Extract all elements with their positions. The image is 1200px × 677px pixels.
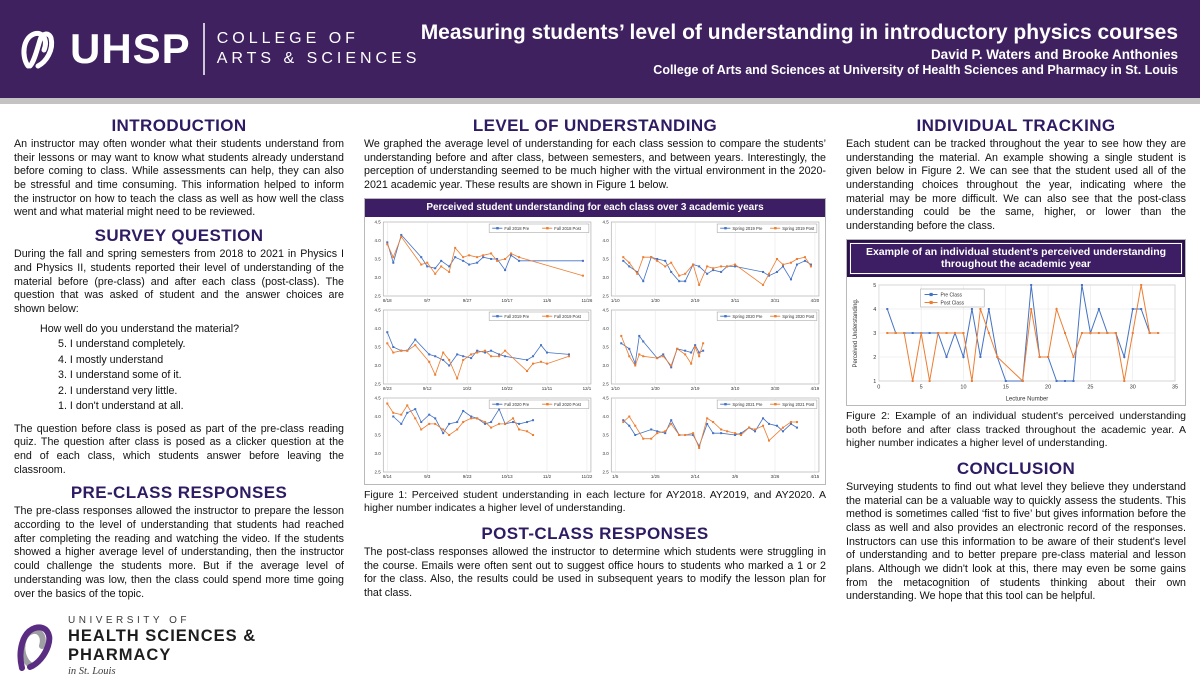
figure-1 [364,198,826,485]
postclass-text: The post-class responses allowed the instructor to determine which students were struggling in the course. Emails were often sent out to suggest office hours to students who marked a 1 or 2 for the class. Also, the results could be used in subsequent years to modify the lesson plan for that class. [364,546,826,600]
uhsp-logo-text: UHSP [70,25,191,72]
svg-text:9/7: 9/7 [424,297,431,303]
poster-affiliation: College of Arts and Sciences at University of Health Sciences and Pharmacy in St. Louis [653,63,1178,78]
svg-text:4.0: 4.0 [602,237,609,243]
footer-logo-line2: HEALTH SCIENCES & PHARMACY [68,627,257,665]
svg-text:1/30: 1/30 [650,385,660,391]
level-of-understanding-heading: LEVEL OF UNDERSTANDING [472,116,718,135]
college-line2: ARTS & SCIENCES [216,50,421,67]
svg-text:3/6: 3/6 [731,473,739,479]
chart-spring-2021 [595,395,823,483]
college-name [217,29,421,69]
svg-text:2/19: 2/19 [690,385,700,391]
svg-text:4/19: 4/19 [810,385,820,391]
survey-choice-1: 1. I don't understand at all. [58,400,184,413]
svg-text:Fall 2018 Pre: Fall 2018 Pre [504,225,530,231]
chart-individual-student [847,277,1185,405]
svg-text:2.5: 2.5 [602,469,609,475]
svg-text:Fall 2020 Pre: Fall 2020 Pre [504,401,530,407]
svg-text:4.5: 4.5 [374,395,381,401]
svg-text:2/14: 2/14 [690,473,700,479]
svg-text:10/2: 10/2 [462,385,472,391]
svg-text:1/10: 1/10 [610,385,620,391]
svg-text:12/1: 12/1 [582,385,592,391]
level-of-understanding-text: We graphed the average level of understanding for each class session to compare the students’ understanding before and after class, between semesters, and between years. Interestingly, the perception of understanding seemed to be much higher with the virtual environment in the 2020-2021 academic year. These results are shown in Figure 1 below. [364,138,826,192]
survey-choice-5: 5. I understand completely. [58,338,186,351]
svg-text:3.0: 3.0 [602,362,609,368]
svg-text:3.5: 3.5 [374,432,381,438]
svg-text:5: 5 [919,384,923,391]
svg-text:3/30: 3/30 [770,385,780,391]
footer-logo-line3: in St. Louis [68,666,116,677]
svg-text:4.5: 4.5 [602,395,609,401]
uhsp-footer-logo-icon [14,620,60,672]
svg-text:4/15: 4/15 [810,473,820,479]
svg-text:Spring 2021 Post: Spring 2021 Post [782,401,815,407]
svg-text:2.5: 2.5 [602,293,609,299]
college-line1: COLLEGE OF [216,30,359,47]
svg-text:Spring 2020 Pre: Spring 2020 Pre [732,313,763,319]
survey-choice-2: 2. I understand very little. [58,384,178,397]
chart-fall-2019 [367,307,595,395]
footer-logo-line1: UNIVERSITY OF [68,615,190,627]
svg-text:35: 35 [1172,384,1179,391]
svg-text:25: 25 [1087,384,1094,391]
svg-text:4.0: 4.0 [602,325,609,331]
svg-text:Fall 2019 Pre: Fall 2019 Pre [504,313,530,319]
svg-text:8/14: 8/14 [382,473,392,479]
svg-text:11/6: 11/6 [542,297,552,303]
poster-authors: David P. Waters and Brooke Anthonies [930,47,1178,63]
svg-text:15: 15 [1002,384,1009,391]
svg-text:10/13: 10/13 [501,473,513,479]
poster-body [0,104,1200,677]
svg-text:3/10: 3/10 [730,385,740,391]
figure-1-subplot-grid [365,217,825,484]
svg-text:3.5: 3.5 [602,256,609,262]
footer-logo [14,615,344,677]
svg-text:4/20: 4/20 [810,297,820,303]
survey-question-prompt: How well do you understand the material? [40,322,240,335]
conclusion-heading: CONCLUSION [956,458,1076,478]
survey-choice-4: 4. I mostly understand [58,353,164,366]
svg-text:4.5: 4.5 [374,219,381,225]
uhsp-logo-icon [18,28,64,70]
middle-column [364,110,826,677]
svg-text:2.5: 2.5 [374,381,381,387]
svg-text:Spring 2019 Pre: Spring 2019 Pre [732,225,763,231]
svg-text:4.0: 4.0 [602,413,609,419]
svg-text:9/27: 9/27 [462,297,472,303]
svg-text:3.0: 3.0 [374,362,381,368]
poster-header [0,0,1200,98]
survey-question-heading: SURVEY QUESTION [94,226,264,246]
svg-text:2: 2 [873,355,877,362]
svg-text:20: 20 [1045,384,1052,391]
chart-fall-2018 [367,219,595,307]
svg-text:4.5: 4.5 [602,219,609,225]
svg-text:9/12: 9/12 [422,385,432,391]
individual-tracking-heading: INDIVIDUAL TRACKING [916,116,1116,135]
svg-text:Fall 2019 Post: Fall 2019 Post [554,313,581,319]
postclass-heading: POST-CLASS RESPONSES [481,524,709,544]
preclass-text: The pre-class responses allowed the instructor to prepare the lesson according to the level of understanding that students had reached after completing the reading and watching the video. If the students showed a higher average level of understanding, then the instructor could challenge the students more. But if the average level of understanding was low, then the class could spend more time going over the basics of the topic. [14,505,344,600]
preclass-heading: PRE-CLASS RESPONSES [70,483,288,503]
introduction-heading: INTRODUCTION [111,116,247,135]
title-block [420,21,1182,77]
svg-text:2.5: 2.5 [602,381,609,387]
svg-text:3: 3 [873,331,877,338]
svg-text:Spring 2020 Post: Spring 2020 Post [782,313,815,319]
right-column [846,110,1186,677]
svg-text:30: 30 [1129,384,1136,391]
svg-text:3.5: 3.5 [374,344,381,350]
svg-text:3.0: 3.0 [602,450,609,456]
svg-text:4.5: 4.5 [602,307,609,313]
svg-text:11/11: 11/11 [541,385,553,391]
svg-text:3.0: 3.0 [374,274,381,280]
svg-text:1/25: 1/25 [650,473,660,479]
svg-text:3.5: 3.5 [602,432,609,438]
chart-spring-2019 [595,219,823,307]
svg-text:Fall 2018 Post: Fall 2018 Post [554,225,581,231]
figure-1-caption: Figure 1: Perceived student understanding in each lecture for AY2018. AY2019, and AY2020. A higher number indicates a higher level of understanding. [364,488,826,515]
svg-text:9/3: 9/3 [424,473,431,479]
svg-text:3.0: 3.0 [602,274,609,280]
svg-text:4.0: 4.0 [374,325,381,331]
svg-text:1/5: 1/5 [612,473,619,479]
svg-text:4.5: 4.5 [374,307,381,313]
svg-text:3.5: 3.5 [602,344,609,350]
svg-text:Pre Class: Pre Class [940,292,962,299]
svg-text:1: 1 [873,379,877,386]
svg-text:8/23: 8/23 [382,385,392,391]
conclusion-text: Surveying students to find out what level they believe they understand the material can be a valuable way to quickly assess the students. This method is sometimes called ‘fist to five’ but gives information before the class as well and also provides an electronic record of the responses. Instructors can use this information to be aware of their student's level of understanding and to better prepare pre-class material and lesson plans. Although we didn't look at this, there may even be some gains from the metacognition of students thinking about their own understanding. We hope that this tool can be helpful. [846,480,1186,603]
svg-text:3/11: 3/11 [730,297,740,303]
svg-text:1/30: 1/30 [650,297,660,303]
svg-text:3/26: 3/26 [770,473,780,479]
svg-text:5: 5 [873,283,877,290]
svg-text:3.0: 3.0 [374,450,381,456]
svg-text:Post Class: Post Class [940,300,965,307]
survey-choice-3: 3. I understand some of it. [58,369,182,382]
svg-text:11/26: 11/26 [581,297,593,303]
survey-note-text: The question before class is posed as part of the pre-class reading quiz. The question after class is posed as a clicker question at the end of each class, which students answer before leaving the classroom. [14,422,344,476]
svg-text:Perceived Understanding.: Perceived Understanding. [852,298,859,368]
svg-text:4: 4 [873,307,877,314]
svg-text:Fall 2020 Post: Fall 2020 Post [554,401,581,407]
left-column [14,110,344,677]
brand-divider [203,23,205,75]
figure-2 [846,239,1186,406]
svg-text:1/10: 1/10 [610,297,620,303]
svg-text:2.5: 2.5 [374,293,381,299]
uhsp-brand [18,23,420,75]
chart-spring-2020 [595,307,823,395]
svg-text:9/23: 9/23 [462,473,472,479]
svg-text:11/22: 11/22 [581,473,593,479]
svg-text:10: 10 [960,384,967,391]
introduction-text: An instructor may often wonder what their students understand from their lessons or may want to know what students already understand before coming to class. While assessments can help, they can also be stressful and time consuming. This information helped to inform the instructor on how to teach the class as well as how well the class went and what material might need to be reviewed. [14,138,344,219]
svg-text:3/31: 3/31 [770,297,780,303]
chart-fall-2020 [367,395,595,483]
figure-1-title-bar: Perceived student understanding for each class over 3 academic years [365,199,825,217]
svg-text:11/2: 11/2 [542,473,552,479]
svg-text:2.5: 2.5 [374,469,381,475]
svg-text:0: 0 [877,384,881,391]
svg-text:10/17: 10/17 [501,297,513,303]
svg-text:8/18: 8/18 [382,297,392,303]
svg-text:Lecture Number: Lecture Number [1005,396,1049,403]
figure-2-title-bar: Example of an individual student's perceived understanding throughout the academic year [847,240,1185,277]
individual-tracking-text: Each student can be tracked throughout the year to see how they are understanding the material. An example showing a single student is given below in Figure 2. We can see that the student used all of the understanding choices throughout the year, indicating where the material may be more difficult. We can also see that the post-class understanding could be the same, higher, or lower than the understanding before the class. [846,138,1186,233]
svg-text:4.0: 4.0 [374,413,381,419]
svg-text:4.0: 4.0 [374,237,381,243]
svg-text:10/22: 10/22 [501,385,513,391]
svg-text:2/19: 2/19 [690,297,700,303]
svg-text:3.5: 3.5 [374,256,381,262]
poster-title: Measuring students’ level of understanding in introductory physics courses [420,20,1178,44]
figure-2-caption: Figure 2: Example of an individual student's perceived understanding both before and after class tracked throughout the academic year. A higher number indicates a higher level of understanding. [846,410,1186,450]
svg-text:Spring 2021 Pre: Spring 2021 Pre [732,401,763,407]
svg-text:Spring 2019 Post: Spring 2019 Post [782,225,815,231]
survey-question-text: During the fall and spring semesters from 2018 to 2021 in Physics I and Physics II, students reported their level of understanding of the material before (pre-class) and after each class (post-class). The question that was asked of student and the answer choices are shown below: [14,248,344,315]
